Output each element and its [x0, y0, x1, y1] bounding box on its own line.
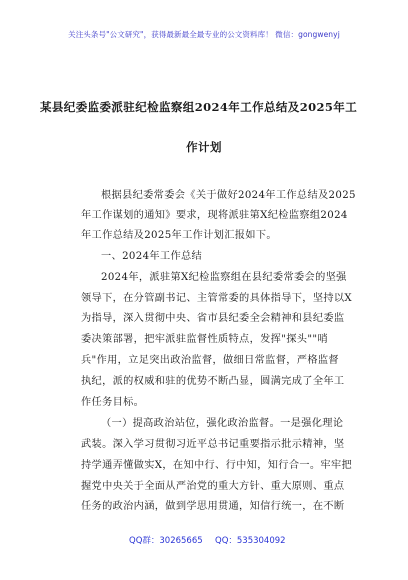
body-paragraph-line: 握党中央关于全面从严治党的重大方针、重大原则、重点	[81, 481, 345, 492]
section-heading: 一、2024年工作总结	[101, 251, 203, 262]
promo-header-note: 关注头条号"公文研究"，获得最新最全最专业的公文资料库！ 微信：gongwenyj	[68, 30, 340, 39]
body-paragraph-line: 年工作总结及2025年工作计划汇报如下。	[81, 230, 277, 241]
body-paragraph-line: 任务的政治内涵，做到学思用贯通，知信行统一，在不断	[81, 501, 345, 512]
body-paragraph-line: 武装。深入学习贯彻习近平总书记重要指示批示精神，坚	[81, 439, 345, 450]
body-paragraph-line: 为指导，深入贯彻中央、省市县纪委全会精神和县纪委监	[81, 313, 345, 324]
body-paragraph-line: 作任务目标。	[81, 397, 145, 408]
qq-group-number: QQ群：30265665	[129, 536, 203, 546]
body-paragraph-line: 年工作谋划的通知》要求，现将派驻第X纪检监察组2024	[81, 210, 348, 221]
body-paragraph-line: （一）提高政治站位，强化政治监督。一是强化理论	[101, 418, 344, 429]
body-paragraph-line: 2024年，派驻第X纪检监察组在县纪委常委会的坚强	[101, 272, 347, 283]
body-paragraph-line: 根据县纪委常委会《关于做好2024年工作总结及2025	[101, 190, 356, 201]
document-title-line-1: 某县纪委监委派驻纪检监察组2024年工作总结及2025年工	[40, 100, 358, 114]
qq-number: QQ：535304092	[215, 536, 286, 546]
body-paragraph-line: 领导下，在分管副书记、主管常委的具体指导下，坚持以X	[81, 293, 353, 304]
document-title-line-2: 作计划	[186, 140, 222, 154]
body-paragraph-line: 持学通弄懂做实X，在知中行、行中知，知行合一。牢牢把	[81, 460, 353, 471]
body-paragraph-line: 执纪，派的权威和驻的优势不断凸显，圆满完成了全年工	[81, 376, 345, 387]
body-paragraph-line: 兵"作用，立足突出政治监督，做细日常监督，严格监督	[81, 355, 339, 366]
body-paragraph-line: 委决策部署，把牢派驻监督性质特点，发挥"探头""哨	[81, 334, 328, 345]
